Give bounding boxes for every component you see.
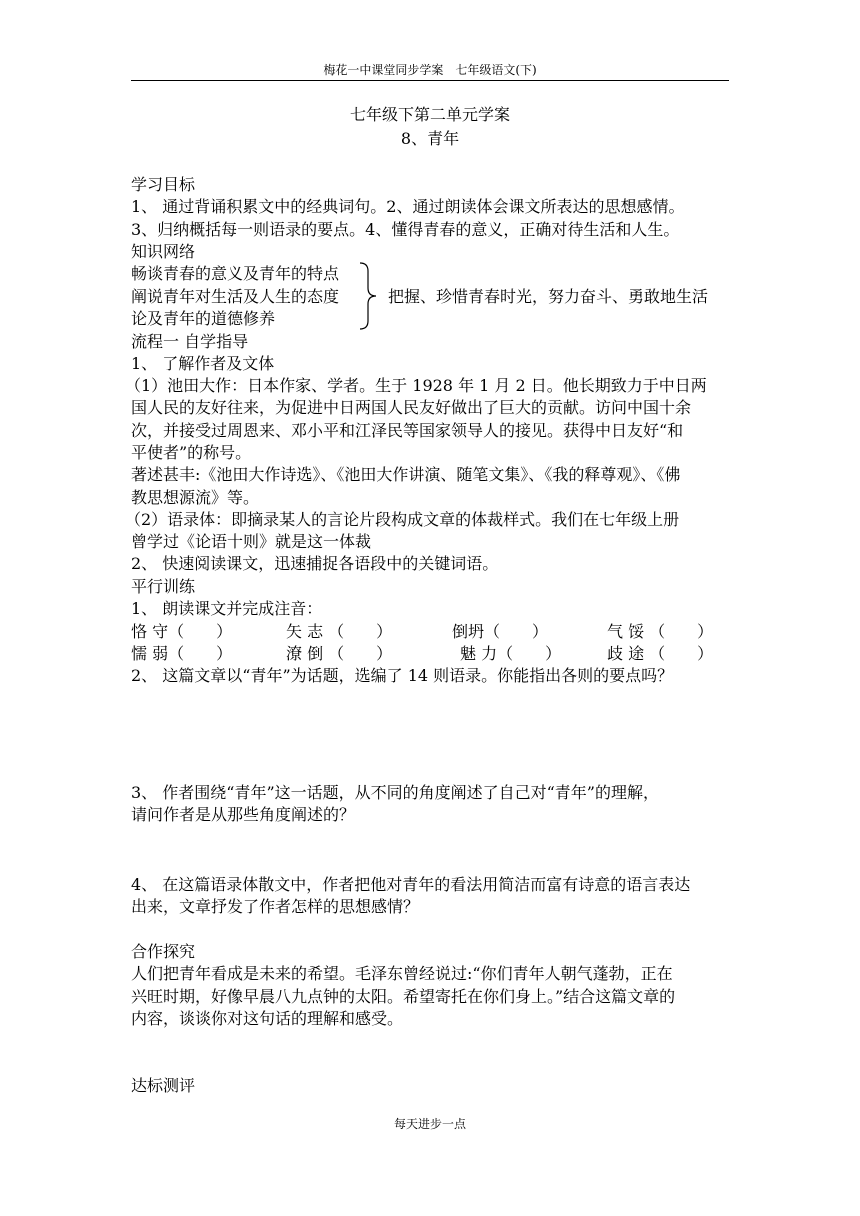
header-rule [131, 80, 729, 81]
cooperation-line: 兴旺时期，好像早晨八九点钟的太阳。希望寄托在你们身上。”结合这篇文章的 [131, 987, 676, 1006]
author-intro-line: 次，并接受过周恩来、邓小平和江泽民等国家领导人的接见。获得中日友好“和 [131, 421, 684, 440]
genre-line: 曾学过《论语十则》就是这一体裁 [131, 532, 372, 551]
network-item: 阐说青年对生活及人生的态度 [131, 287, 340, 306]
works-line: 教思想源流》等。 [131, 488, 260, 507]
pinyin-item: 气 馁 （ ） [607, 622, 714, 641]
pinyin-item: 恪 守（ ） [131, 622, 233, 641]
network-heading: 知识网络 [131, 242, 196, 261]
document-title: 七年级下第二单元学案 [349, 105, 510, 124]
cooperation-line: 人们把青年看成是未来的希望。毛泽东曾经说过:“你们青年人朝气蓬勃，正在 [131, 964, 673, 983]
pinyin-item: 潦 倒 （ ） [286, 644, 393, 663]
right-brace-icon [356, 261, 380, 331]
practice-question-3-line: 3、 作者围绕“青年”这一话题，从不同的角度阐述了自己对“青年”的理解， [131, 783, 659, 802]
author-intro-line: （1）池田大作：日本作家、学者。生于 1928 年 1 月 2 日。他长期致力于中日两 [125, 376, 707, 395]
practice-question-3-line: 请问作者是从那些角度阐述的？ [131, 805, 356, 824]
practice-heading: 平行训练 [131, 577, 196, 596]
pinyin-item: 倒坍（ ） [452, 622, 549, 641]
process-sub-2: 2、 快速阅读课文，迅速捕捉各语段中的关键词语。 [131, 554, 499, 573]
cooperation-heading: 合作探究 [131, 942, 196, 961]
network-item: 畅谈青春的意义及青年的特点 [131, 264, 340, 283]
works-line: 著述甚丰:《池田大作诗选》、《池田大作讲演、随笔文集》、《我的释尊观》、《佛 [131, 465, 681, 484]
network-item: 论及青年的道德修养 [131, 309, 276, 328]
objectives-line-2: 3、归纳概括每一则语录的要点。4、懂得青春的意义，正确对待生活和人生。 [131, 220, 680, 239]
page-footer: 每天进步一点 [393, 1117, 466, 1131]
network-summary: 把握、珍惜青春时光，努力奋斗、勇敢地生活 [388, 287, 709, 306]
practice-question-2: 2、 这篇文章以“青年”为话题，选编了 14 则语录。你能指出各则的要点吗？ [131, 666, 674, 685]
pinyin-item: 歧 途 （ ） [607, 644, 714, 663]
lesson-title: 8、青年 [400, 129, 460, 148]
pinyin-item: 矢 志 （ ） [286, 622, 393, 641]
objectives-heading: 学习目标 [131, 175, 196, 194]
author-intro-line: 平使者”的称号。 [131, 443, 252, 462]
process-sub-1: 1、 了解作者及文体 [131, 354, 275, 373]
objectives-line-1: 1、 通过背诵积累文中的经典词句。2、通过朗读体会课文所表达的思想感情。 [131, 197, 685, 216]
pinyin-item: 魅 力（ ） [460, 644, 562, 663]
pinyin-item: 懦 弱（ ） [131, 644, 233, 663]
practice-question-4-line: 4、 在这篇语录体散文中，作者把他对青年的看法用简洁而富有诗意的语言表达 [131, 875, 691, 894]
assessment-heading: 达标测评 [131, 1076, 196, 1095]
author-intro-line: 国人民的友好往来，为促进中日两国人民友好做出了巨大的贡献。访问中国十余 [131, 398, 692, 417]
page-header: 梅花一中课堂同步学案 七年级语文(下) [323, 63, 537, 77]
process-heading: 流程一 自学指导 [131, 332, 249, 351]
practice-question-4-line: 出来，文章抒发了作者怎样的思想感情？ [131, 897, 420, 916]
cooperation-line: 内容，谈谈你对这句话的理解和感受。 [131, 1009, 404, 1028]
practice-question-1: 1、 朗读课文并完成注音： [131, 599, 323, 618]
genre-line: （2）语录体：即摘录某人的言论片段构成文章的体裁样式。我们在七年级上册 [125, 510, 680, 529]
